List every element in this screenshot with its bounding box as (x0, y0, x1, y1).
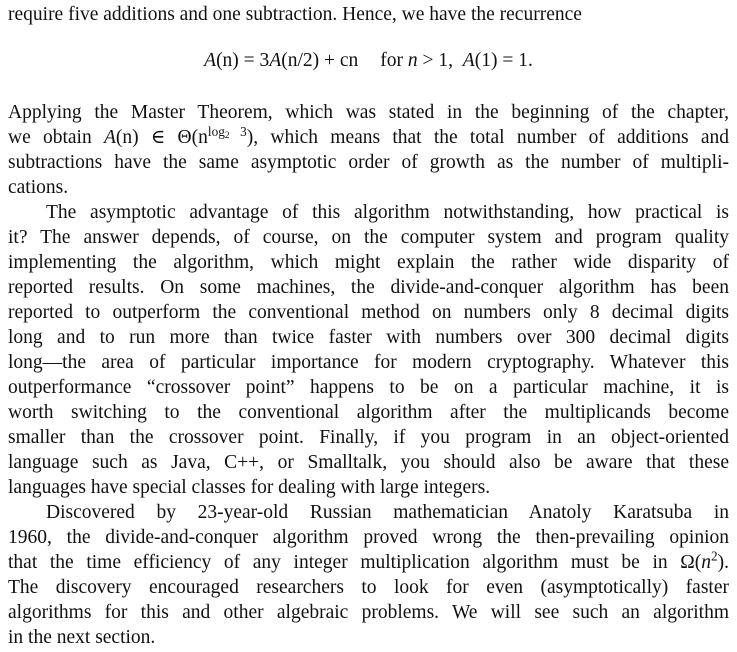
log-base: 2 (224, 130, 230, 141)
text-line: smaller than the crossover point. Finally, if you program in an object-oriented (8, 427, 729, 448)
text-line: 1960, the divide-and-conquer algorithm proved wrong the then-prevailing opinion (8, 527, 729, 548)
text-line: cations. (8, 177, 69, 198)
math-symbol: A (103, 127, 116, 148)
text-line: algorithms for this and other algebraic problems. We will see such an algorithm (8, 602, 729, 623)
text-span: ). (717, 552, 729, 573)
exp-num: 3 (229, 123, 247, 139)
text-span: that the time efficiency of any integer multiplication algorithm must be in Ω( (8, 552, 702, 573)
text-line: in the next section. (8, 627, 156, 648)
text-span: we obtain (8, 127, 104, 148)
text-line: outperformance “crossover point” happens to be on a particular machine, it is (8, 377, 729, 398)
recurrence-formula (0, 48, 737, 73)
text-line: languages have special classes for dealing with large integers. (8, 477, 491, 498)
formula-symbol: n (407, 50, 418, 71)
text-line: it? The answer depends, of course, on the computer system and program quality (8, 227, 729, 248)
text-line: implementing the algorithm, which might explain the rather wide disparity of (8, 252, 729, 273)
formula-symbol: A (269, 50, 282, 71)
text-line: require five additions and one subtraction. Hence, we have the recurrence (8, 4, 582, 25)
formula-text: (1) = 1. (474, 50, 533, 71)
paragraph-first-line: Discovered by 23-year-old Russian mathematician Anatoly Karatsuba in (46, 502, 729, 523)
text-line: subtractions have the same asymptotic order of growth as the number of multipli- (8, 152, 729, 173)
text-line: worth switching to the conventional algorithm after the multiplicands become (8, 402, 729, 423)
formula-text: (n/2) + cn (281, 50, 359, 71)
math-exponent: 2 (711, 548, 718, 564)
text-line: language such as Java, C++, or Smalltalk, you should also be aware that these (8, 452, 729, 473)
formula-text: for (380, 50, 404, 71)
text-line-with-math (8, 550, 729, 575)
formula-symbol: A (204, 50, 217, 71)
text-line: reported results. On some machines, the divide-and-conquer algorithm has been (8, 277, 729, 298)
exp-log: log (207, 123, 225, 139)
text-line: The discovery encouraged researchers to look for even (asymptotically) faster (8, 577, 729, 598)
math-text: ) (246, 127, 254, 148)
paragraph-first-line: The asymptotic advantage of this algorithm notwithstanding, how practical is (46, 202, 729, 223)
math-text: (n) ∈ Θ(n (115, 127, 208, 148)
text-span: , which means that the total number of additions and (253, 127, 730, 148)
text-line-with-math (8, 125, 729, 150)
text-line: reported to outperform the conventional method on numbers only 8 decimal digits (8, 302, 729, 323)
formula-text: > 1, (417, 50, 454, 71)
text-line: long and to run more than twice faster with numbers over 300 decimal digits (8, 327, 729, 348)
formula-text: (n) = 3 (216, 50, 270, 71)
formula-symbol: A (462, 50, 475, 71)
math-symbol: n (701, 552, 711, 573)
text-line: long—the area of particular importance for modern cryptography. Whatever this (8, 352, 729, 373)
math-exponent (208, 124, 247, 139)
text-line: Applying the Master Theorem, which was stated in the beginning of the chapter, (8, 102, 729, 123)
